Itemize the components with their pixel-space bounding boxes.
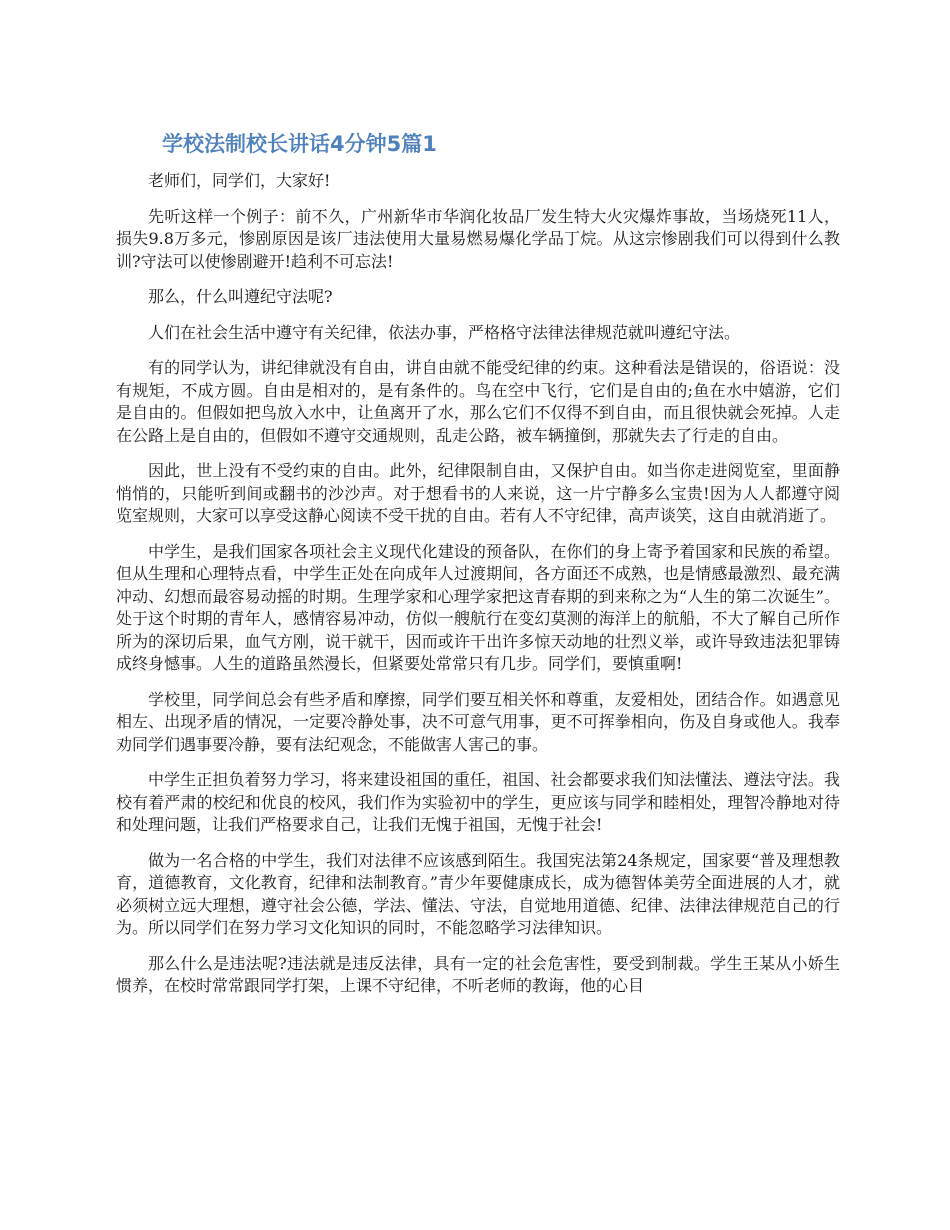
paragraph-3: 那么，什么叫遵纪守法呢?	[148, 287, 333, 306]
paragraph-7: 中学生，是我们国家各项社会主义现代化建设的预备队，在你们的身上寄予着国家和民族的希望。但从生理和心理特点看，中学生正处在向成年人过渡期间，各方面还不成熟，也是情感最激烈、最充满冲动、幻想而最容易动摇的时期。生理学家和心理学家把这青春期的到来称之为“人生的第二次诞生”。处于这个时期的青年人，感情容易冲动，仿似一艘航行在变幻莫测的海洋上的航船，不大了解自己所作所为的深切后果，血气方刚，说干就干，因而或许干出许多惊天动地的壮烈义举，或许导致违法犯罪铸成终身憾事。人生的道路虽然漫长，但紧要处常常只有几步。同学们，要慎重啊!	[116, 541, 840, 673]
paragraph-5: 有的同学认为，讲纪律就没有自由，讲自由就不能受纪律的约束。这种看法是错误的，俗语说：没有规矩，不成方圆。自由是相对的，是有条件的。鸟在空中飞行，它们是自由的;鱼在水中嬉游，它们是自由的。但假如把鸟放入水中，让鱼离开了水，那么它们不仅得不到自由，而且很快就会死掉。人走在公路上是自由的，但假如不遵守交通规则，乱走公路，被车辆撞倒，那就失去了行走的自由。	[116, 358, 840, 445]
paragraph-6: 因此，世上没有不受约束的自由。此外，纪律限制自由，又保护自由。如当你走进阅览室，里面静悄悄的，只能听到间或翻书的沙沙声。对于想看书的人来说，这一片宁静多么宝贵!因为人人都遵守阅览室规则，大家可以享受这静心阅读不受干扰的自由。若有人不守纪律，高声谈笑，这自由就消逝了。	[116, 461, 840, 525]
paragraph-1: 老师们，同学们，大家好!	[148, 171, 331, 190]
paragraph-2: 先听这样一个例子：前不久，广州新华市华润化妆品厂发生特大火灾爆炸事故，当场烧死11人，损失9.8万多元，惨剧原因是该厂违法使用大量易燃易爆化学品丁烷。从这宗惨剧我们可以得到什么教训?守法可以使惨剧避开!趋利不可忘法!	[116, 206, 840, 271]
paragraph-8: 学校里，同学间总会有些矛盾和摩擦，同学们要互相关怀和尊重，友爱相处，团结合作。如遇意见相左、出现矛盾的情况，一定要冷静处事，决不可意气用事，更不可挥拳相向，伤及自身或他人。我奉劝同学们遇事要冷静，要有法纪观念，不能做害人害己的事。	[116, 689, 840, 754]
paragraph-11: 那么什么是违法呢?违法就是违反法律，具有一定的社会危害性，要受到制裁。学生王某从小娇生惯养，在校时常常跟同学打架，上课不守纪律，不听老师的教诲，他的心目	[116, 953, 840, 995]
paragraph-10: 做为一名合格的中学生，我们对法律不应该感到陌生。我国宪法第24条规定，国家要“普及理想教育，道德教育，文化教育，纪律和法制教育。”青少年要健康成长，成为德智体美劳全面进展的人才，就必须树立远大理想，遵守社会公德，学法、懂法、守法，自觉地用道德、纪律、法律法律规范自己的行为。所以同学们在努力学习文化知识的同时，不能忽略学习法律知识。	[116, 850, 840, 937]
paragraph-4: 人们在社会生活中遵守有关纪律，依法办事，严格格守法律法律规范就叫遵纪守法。	[148, 322, 741, 342]
paragraph-9: 中学生正担负着努力学习，将来建设祖国的重任，祖国、社会都要求我们知法懂法、遵法守法。我校有着严肃的校纪和优良的校风，我们作为实验初中的学生，更应该与同学和睦相处，理智冷静地对待和处理问题，让我们严格要求自己，让我们无愧于祖国，无愧于社会!	[116, 770, 840, 834]
document-title: 学校法制校长讲话4分钟5篇1	[162, 132, 437, 156]
document-body	[116, 170, 840, 1011]
